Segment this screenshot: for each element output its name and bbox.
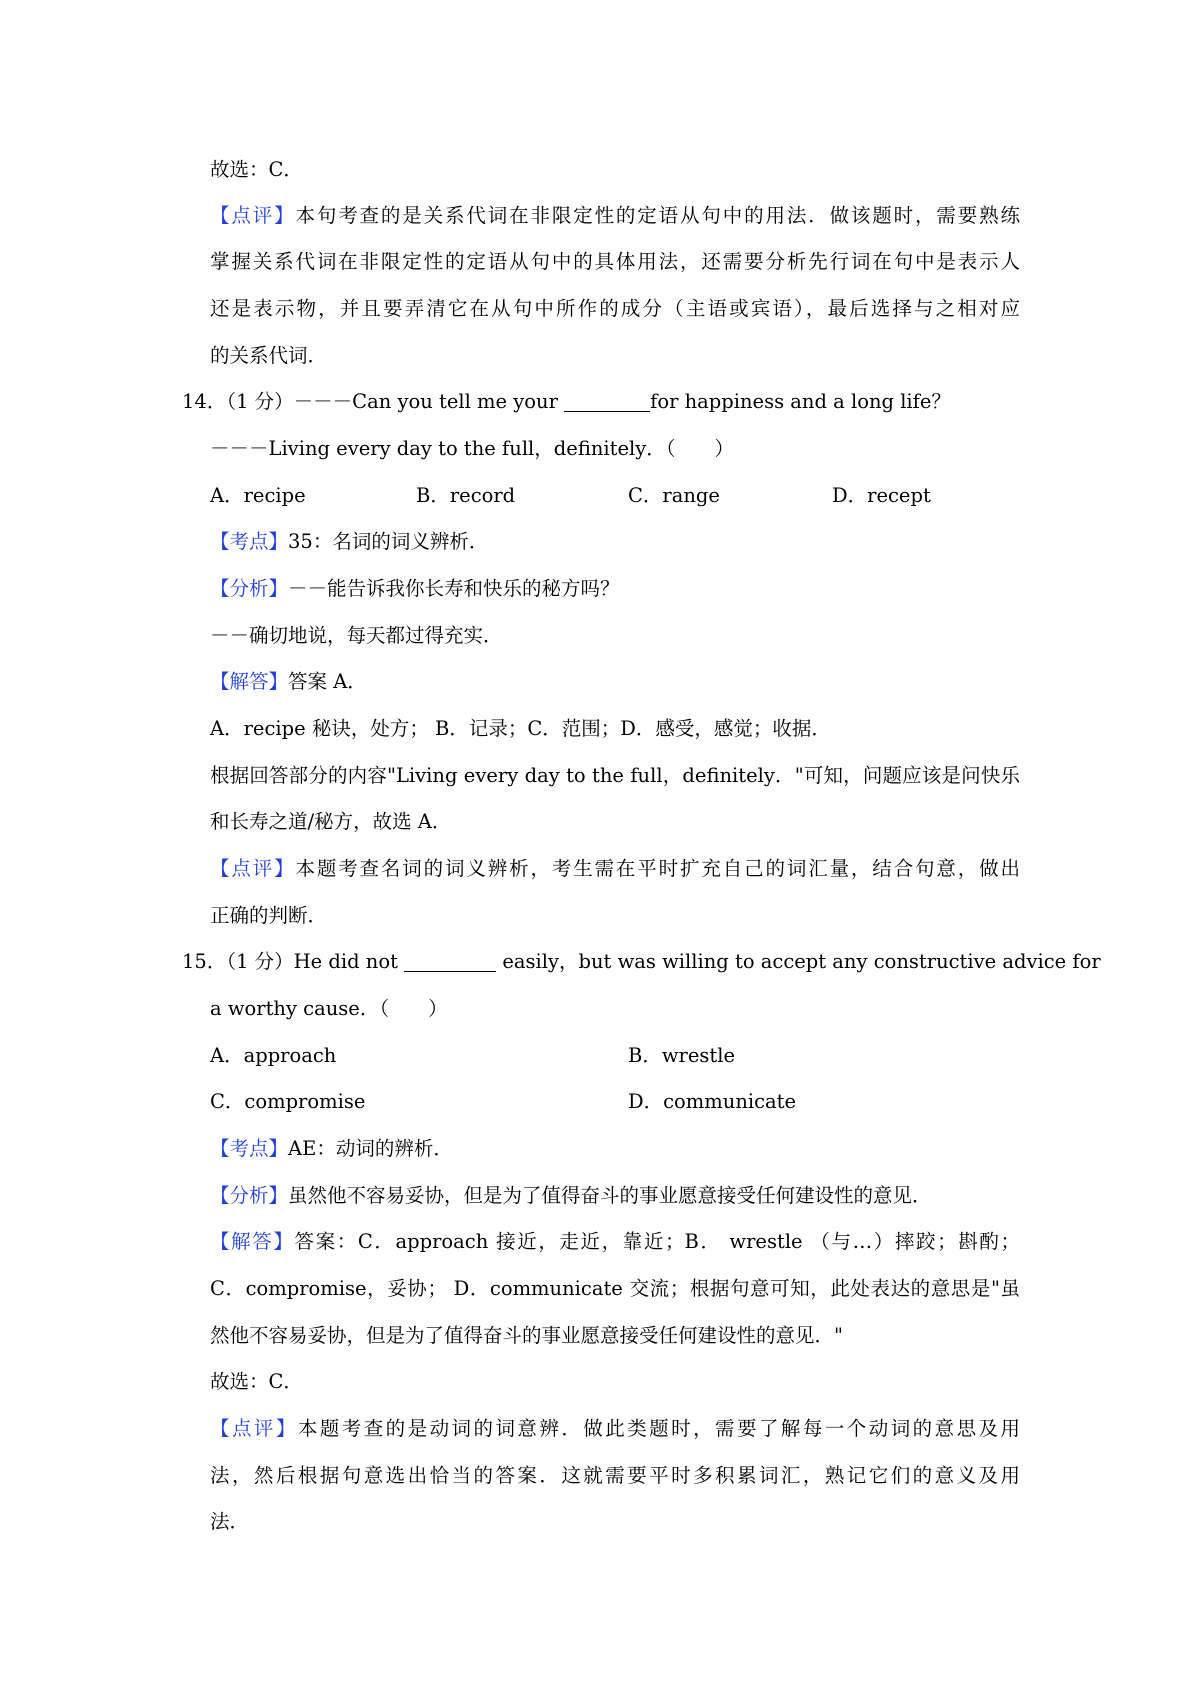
q15-jieda-line-3: 然他不容易妥协，但是为了值得奋斗的事业愿意接受任何建设性的意见．" xyxy=(210,1324,843,1347)
kaodian-tag: 【考点】 xyxy=(210,1137,289,1160)
q14-jieda xyxy=(210,668,1020,696)
q14-number-and-text: 14．（1 分）－－－Can you tell me your xyxy=(182,390,565,413)
kaodian-text: AE：动词的辨析． xyxy=(288,1137,453,1160)
q14-option-b: B．record xyxy=(416,484,516,507)
q14-dianping-line-2: 正确的判断． xyxy=(210,904,328,927)
q15-option-a: A．approach xyxy=(210,1044,337,1067)
q14-option-d: D．recept xyxy=(832,484,931,507)
kaodian-tag: 【考点】 xyxy=(210,530,289,553)
q14-option-a: A．recipe xyxy=(210,484,306,507)
q14-blank xyxy=(564,389,650,412)
answer-select-line: 故选：C． xyxy=(210,158,303,181)
comment-line-2: 掌握关系代词在非限定性的定语从句中的具体用法，还需要分析先行词在句中是表示人 xyxy=(210,250,1020,273)
q15-options-row-2 xyxy=(210,1088,1020,1116)
q15-number-and-text: 15．（1 分）He did not xyxy=(182,950,405,973)
q14-dianping xyxy=(210,855,1020,883)
q15-stem-line-2: a worthy cause．（ ） xyxy=(210,997,448,1020)
comment-line-3: 还是表示物，并且要弄清它在从句中所作的成分（主语或宾语），最后选择与之相对应 xyxy=(210,297,1020,320)
q15-option-d: D．communicate xyxy=(628,1090,797,1113)
q15-jieda xyxy=(210,1228,1020,1256)
q15-text-after-blank: easily，but was willing to accept any constructive advice for xyxy=(496,950,1101,973)
fenxi-tag: 【分析】 xyxy=(210,577,289,600)
kaodian-text: 35：名词的词义辨析． xyxy=(288,530,489,553)
jieda-tag: 【解答】 xyxy=(210,1230,295,1253)
dianping-text: 本题考查名词的词义辨析，考生需在平时扩充自己的词汇量，结合句意，做出 xyxy=(295,857,1020,880)
fenxi-text: －－能告诉我你长寿和快乐的秘方吗？ xyxy=(288,577,620,600)
q15-option-b: B．wrestle xyxy=(628,1044,736,1067)
comment-text: 本句考查的是关系代词在非限定性的定语从句中的用法．做该题时，需要熟练 xyxy=(295,204,1020,227)
q14-jieda-line-2: A．recipe 秘诀，处方； B．记录；C．范围；D．感受，感觉；收据． xyxy=(210,717,831,740)
q14-options xyxy=(210,482,1020,510)
comment-line-4: 的关系代词． xyxy=(210,344,328,367)
q14-jieda-line-4: 和长寿之道/秘方，故选 A． xyxy=(210,810,452,833)
dianping-tag: 【点评】 xyxy=(210,1417,298,1440)
comment-line-1 xyxy=(210,202,1020,230)
q15-stem xyxy=(182,948,1101,976)
fenxi-tag: 【分析】 xyxy=(210,1184,289,1207)
dianping-text: 本题考查的是动词的词意辨．做此类题时，需要了解每一个动词的意思及用 xyxy=(297,1417,1020,1440)
q14-text-after-blank: for happiness and a long life？ xyxy=(650,390,951,413)
q15-fenxi xyxy=(210,1182,1020,1210)
q14-option-c: C．range xyxy=(628,484,720,507)
q15-option-c: C．compromise xyxy=(210,1090,366,1113)
dianping-tag: 【点评】 xyxy=(210,857,296,880)
q15-dianping-line-3: 法． xyxy=(210,1510,250,1533)
q15-select-line: 故选：C． xyxy=(210,1370,303,1393)
q14-jieda-line-3: 根据回答部分的内容"Living every day to the full，definitely．"可知，问题应该是问快乐 xyxy=(210,764,1020,787)
q14-fenxi xyxy=(210,575,1020,603)
q15-dianping-line-2: 法，然后根据句意选出恰当的答案．这就需要平时多积累词汇，熟记它们的意义及用 xyxy=(210,1464,1020,1487)
q15-kaodian xyxy=(210,1135,1020,1163)
fenxi-text: 虽然他不容易妥协，但是为了值得奋斗的事业愿意接受任何建设性的意见． xyxy=(288,1184,932,1207)
comment-tag: 【点评】 xyxy=(210,204,296,227)
q15-dianping xyxy=(210,1415,1020,1443)
jieda-tag: 【解答】 xyxy=(210,670,289,693)
q14-response-line: －－－Living every day to the full，definitely．（ ） xyxy=(210,437,734,460)
q14-stem xyxy=(182,388,1020,416)
q15-options-row-1 xyxy=(210,1042,1020,1070)
q15-jieda-line-2: C．compromise，妥协； D．communicate 交流；根据句意可知，此处表达的意思是"虽 xyxy=(210,1277,1020,1300)
jieda-text: 答案：C．approach 接近，走近，靠近；B． wrestle （与…）摔跤；斟酌； xyxy=(294,1230,1020,1253)
q14-kaodian xyxy=(210,528,1020,556)
jieda-text: 答案 A． xyxy=(288,670,367,693)
q15-blank xyxy=(404,949,496,972)
q14-fenxi-line-2: －－确切地说，每天都过得充实． xyxy=(210,624,503,647)
